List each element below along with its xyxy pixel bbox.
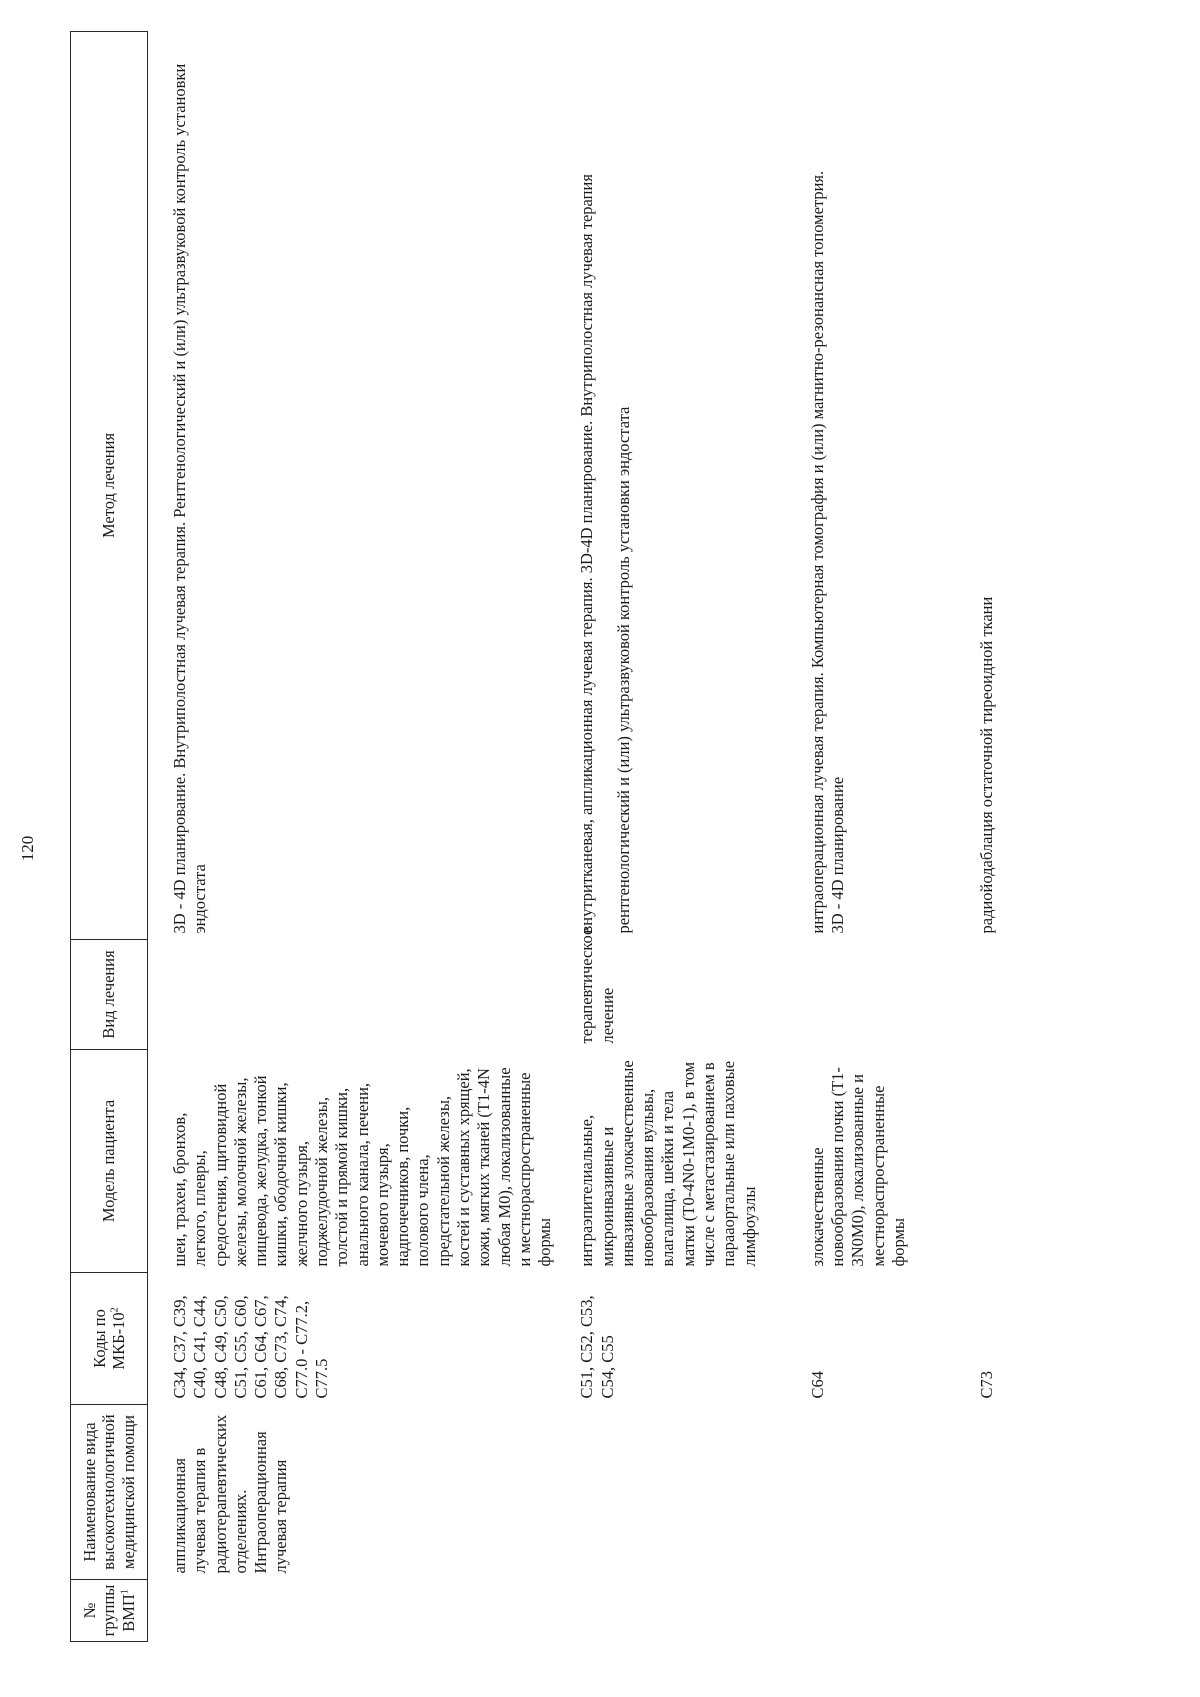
method-line: 3D - 4D планирование (828, 776, 848, 934)
care-type-name-cell (973, 1405, 997, 1580)
care-type-name-cell (804, 1405, 909, 1580)
method-line: интраоперационная лучевая терапия. Компьютерная томография и (или) магнитно-резонансная топометрия. (807, 170, 827, 934)
header-treatment-method: Метод лечения (71, 32, 148, 940)
method-line: рентгенологический и (или) ультразвуковой контроль установки эндостата (613, 406, 633, 934)
table-row (804, 32, 909, 1642)
group-number-cell (973, 1580, 997, 1642)
treatment-type-cell: терапевтическое лечение (577, 927, 617, 1044)
care-type-name-cell (573, 1405, 760, 1580)
method-line: радиойодаблация остаточной тиреоидной ткани (977, 596, 997, 934)
method-line: внутритканевая, аппликационная лучевая терапия. 3D-4D планирование. Внутриполостная лучевая терапия (577, 174, 597, 934)
icd-codes-cell: C34, C37, C39, C40, C41, C44, C48, C49, C50, C51, C55, C60, C61, C64, C67, C68, C73, C74, C77.0 - C77.2, C77.5 (170, 1295, 331, 1399)
treatment-type-cell (973, 940, 997, 1050)
header-icd-codes: Коды по МКБ-$10^2$ (71, 1273, 148, 1405)
icd-codes-cell: C64 (807, 1370, 827, 1399)
icd-codes-cell: C51, C52, C53, C54, C55 (577, 1295, 617, 1399)
treatment-table (70, 31, 998, 1642)
header-group-number: № группы ВМП$^1$ (71, 1580, 148, 1642)
patient-model-cell: шеи, трахеи, бронхов, легкого, плевры, средостения, щитовидной железы, молочной железы, пищевода, желудка, тонкой кишки, ободочной кишки, желчного пузыря, поджелудочной железы, толстой и прямой кишки, анального канала, печени, мочевого пузыря, надпочечников, почки, полового члена, предстательной железы, костей и суставных хрящей, кожи, мягких тканей (T1-4N любая M0), локализованные и местнораспространенные формы (170, 1067, 555, 1267)
patient-model-cell (973, 1050, 997, 1273)
table-row (573, 32, 760, 1642)
table-row (166, 32, 555, 1642)
group-number-cell (573, 1580, 760, 1642)
header-treatment-type: Вид лечения (71, 940, 148, 1050)
header-patient-model: Модель пациента (71, 1050, 148, 1273)
treatment-method-cell (573, 32, 760, 940)
table-row (973, 32, 997, 1642)
treatment-method-cell (973, 32, 997, 940)
patient-model-cell: злокачественные новообразования почки (T1-3N0M0), локализованные и местнораспространенные формы (807, 1067, 908, 1267)
treatment-method-cell (804, 32, 909, 940)
method-line: 3D - 4D планирование. Внутриполостная лучевая терапия. Рентгенологический и (или) ультразвуковой контроль установки эндостата (170, 63, 210, 934)
treatment-type-cell (804, 940, 909, 1050)
header-care-type-name: Наименование вида высокотехнологичной медицинской помощи (71, 1405, 148, 1580)
group-number-cell (166, 1580, 555, 1642)
treatment-method-cell (166, 32, 555, 940)
group-number-cell (804, 1580, 909, 1642)
table-header-row (71, 32, 148, 1642)
page-number: 120 (18, 835, 37, 862)
patient-model-cell: интраэпителиальные, микроинвазивные и инвазивные злокачественные новообразования вульвы, влагалища, шейки и тела матки (T0-4N0-1M0-1), в том числе с метастазированием в парааортальные или паховые лимфоузлы (577, 1060, 759, 1267)
care-type-name-cell: аппликационная лучевая терапия в радиотерапевтических отделениях. Интраоперационная лучевая терапия (170, 1414, 291, 1574)
treatment-type-cell (166, 940, 555, 1050)
icd-codes-cell: C73 (977, 1370, 997, 1399)
